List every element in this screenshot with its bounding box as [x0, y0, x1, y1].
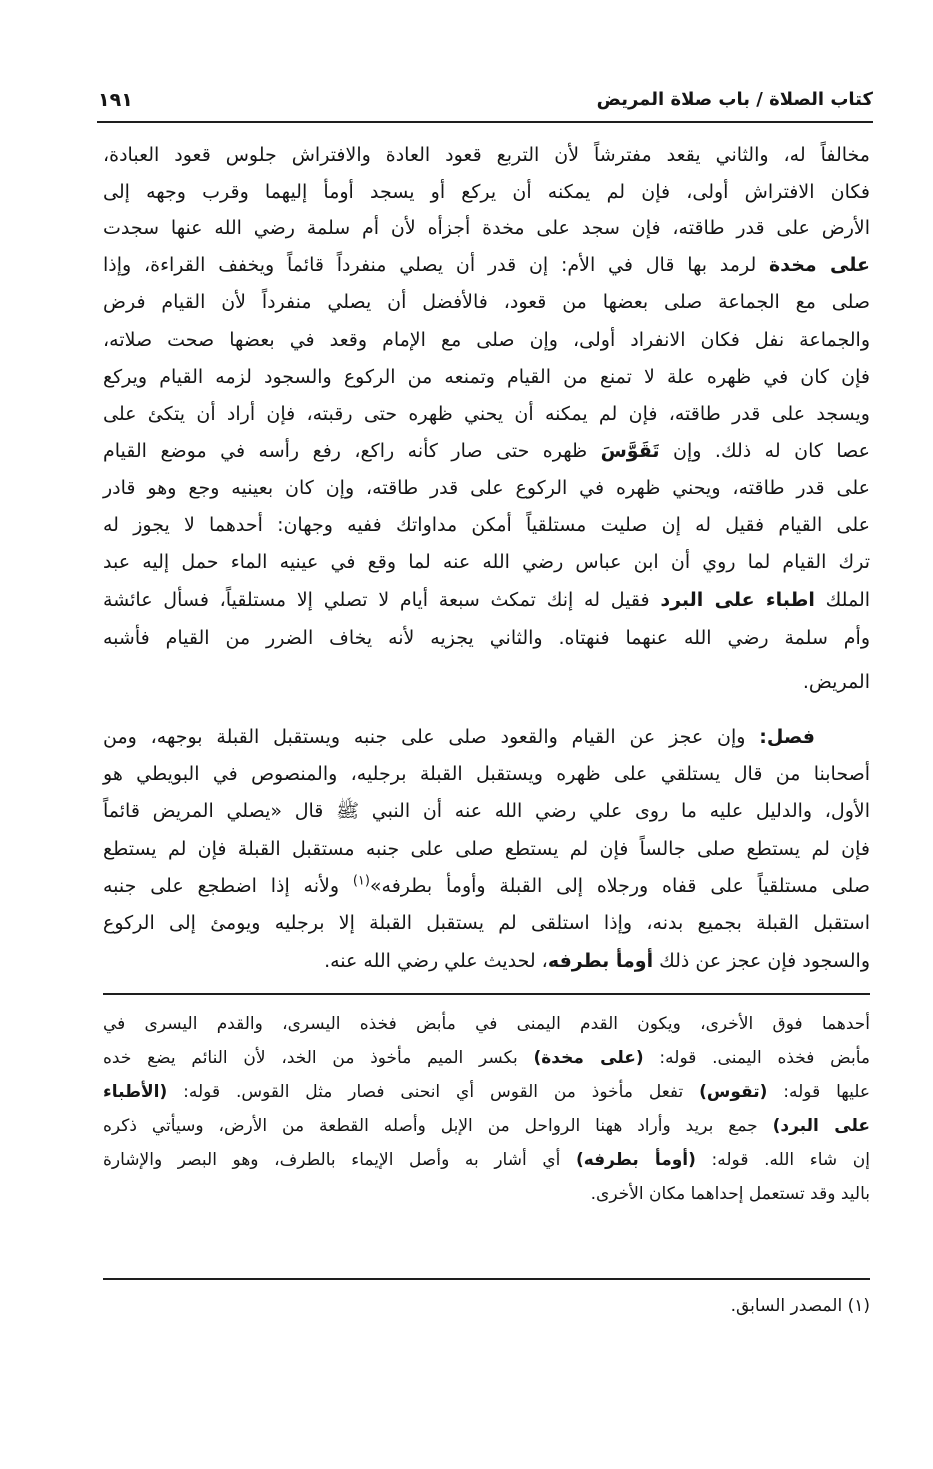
text-run: عليها قوله: — [767, 1082, 870, 1102]
header-rule — [97, 121, 873, 123]
bold-term: (الأطباء — [103, 1082, 168, 1102]
text-line: مخالفاً له، والثاني يقعد مفترشاً لأن التربع قعود العادة والافتراش جلوس قعود العبادة، — [103, 144, 870, 166]
commentary-line: باليد وقد تستعمل إحداهما مكان الأخرى. — [590, 1184, 870, 1204]
text-line: وأم سلمة رضي الله عنهما فنهتاه. والثاني يجزيه لأنه يخاف الضرر من القيام فأشبه — [103, 627, 870, 649]
text-run: ظهره حتى صار كأنه راكع، رفع رأسه في موضع القيام — [103, 440, 601, 462]
footnote-divider — [103, 1278, 870, 1280]
commentary-line — [103, 1078, 870, 1106]
text-line: صلى مع الجماعة صلى بعضها من قعود، فالأفضل أن يصلي منفرداً لأن القيام فرض — [103, 291, 870, 313]
text-run: تفعل مأخوذ من القوس أي انحنى فصار مثل القوس. قوله: — [167, 1082, 700, 1102]
commentary-line: أحدهما فوق الأخرى، ويكون القدم اليمنى في مأبض فخذه اليسرى، والقدم اليسرى في — [103, 1014, 870, 1034]
page-number: ١٩١ — [98, 89, 133, 111]
text-line: فكان الافتراش أولى، فإن لم يمكنه أن يركع أو يسجد أومأ إليهما وقرب وجهه إلى — [103, 181, 870, 203]
text-line: المريض. — [802, 671, 870, 693]
text-line — [103, 436, 870, 466]
text-line — [103, 250, 870, 280]
text-run: لرمد بها قال في الأم: إن قدر أن يصلي منفرداً قائماً ويخفف القراءة، وإذا — [103, 254, 770, 276]
text-line — [103, 871, 870, 901]
text-line — [103, 585, 870, 615]
bold-term: تَقَوَّسَ — [600, 440, 660, 462]
footnote — [103, 1292, 870, 1320]
text-run: عصا كان له ذلك. وإن — [659, 440, 870, 462]
footnote-text: المصدر السابق. — [730, 1296, 843, 1316]
text-run: مأبض فخذه اليمنى. قوله: — [643, 1048, 870, 1068]
bold-term: أومأ بطرفه — [547, 950, 654, 972]
commentary-divider — [103, 993, 870, 995]
text-line: فإن كان في ظهره علة لا تمنع من القيام وتمنعه من الركوع والسجود لزمه القيام ويركع — [103, 366, 870, 388]
text-line: الأرض على قدر طاقته، فإن سجد على مخدة أجزأه لأن أم سلمة رضي الله عنها سجدت — [103, 217, 870, 239]
text-line: الأول، والدليل عليه ما روى علي رضي الله عنه أن النبي ﷺ قال «يصلي المريض قائماً — [103, 800, 870, 822]
commentary-line — [103, 1112, 870, 1140]
footnote-reference: (١) — [352, 873, 370, 889]
bold-term: على مخدة — [769, 254, 870, 276]
text-run: والسجود فإن عجز عن ذلك — [653, 950, 870, 972]
text-run: فقيل له إنك تمكث سبعة أيام لا تصلي إلا مستلقياً، فسأل عائشة — [103, 589, 661, 611]
text-line: ويسجد على قدر طاقته، فإن لم يمكنه أن يحني ظهره حتى رقبته، فإن أراد أن يتكئ على — [103, 403, 870, 425]
text-run: بكسر الميم مأخوذ من الخد، لأن النائم يضع خده — [103, 1048, 534, 1068]
bold-term: (على مخدة) — [533, 1048, 644, 1068]
bold-term: (تقوس) — [699, 1082, 768, 1102]
text-run: صلى مستلقياً على قفاه ورجلاه إلى القبلة وأومأ بطرفه» — [369, 875, 870, 897]
text-line — [103, 946, 870, 976]
text-line: فإن لم يستطع صلى جالساً فإن لم يستطع صلى على جنبه مستقبل القبلة فإن لم يستطع — [103, 838, 870, 860]
footnote-marker: (١) — [847, 1296, 870, 1316]
text-line — [103, 722, 870, 752]
text-run: وإن عجز عن القيام والقعود صلى على جنبه ويستقبل القبلة بوجهه، ومن — [103, 726, 760, 748]
section-label: فصل: — [759, 726, 815, 748]
bold-term: على البرد) — [772, 1116, 871, 1136]
text-line: على قدر طاقته، ويحني ظهره في الركوع على قدر طاقته، وإن كان بعينيه وجع وهو قادر — [103, 477, 870, 499]
text-line: استقبل القبلة بجميع بدنه، وإذا استلقى لم يستقبل القبلة إلا برجليه ويومئ إلى الركوع — [103, 912, 870, 934]
text-line: على القيام فقيل له إن صليت مستلقياً أمكن مداواتك ففيه وجهان: أحدهما لا يجوز له — [103, 514, 870, 536]
bold-term: اطباء على البرد — [660, 589, 815, 611]
text-run: جمع بريد وأراد ههنا الرواحل من الإبل وأصله القطعة من الأرض، وسيأتي ذكره — [103, 1116, 773, 1136]
text-run: أي أشار به وأصل الإيماء بالطرف، وهو البصر والإشارة — [103, 1150, 576, 1170]
text-line: ترك القيام لما روي أن ابن عباس رضي الله عنه لما وقع في عينيه الماء حمل إليه عبد — [103, 551, 870, 573]
text-line: والجماعة نفل فكان الانفراد أولى، وإن صلى مع الإمام وقعد في بعضها صحت صلاته، — [103, 329, 870, 351]
running-title: كتاب الصلاة / باب صلاة المريض — [596, 89, 873, 110]
commentary-line — [103, 1146, 870, 1174]
text-run: إن شاء الله. قوله: — [695, 1150, 870, 1170]
commentary-line — [103, 1044, 870, 1072]
text-line: أصحابنا من قال يستلقي على ظهره ويستقبل القبلة برجليه، والمنصوص في البويطي هو — [103, 763, 870, 785]
bold-term: (أومأ بطرفه) — [575, 1150, 696, 1170]
text-run: الملك — [814, 589, 871, 611]
text-run: ، لحديث علي رضي الله عنه. — [324, 950, 548, 972]
text-run: ولأنه إذا اضطجع على جنبه — [103, 875, 353, 897]
